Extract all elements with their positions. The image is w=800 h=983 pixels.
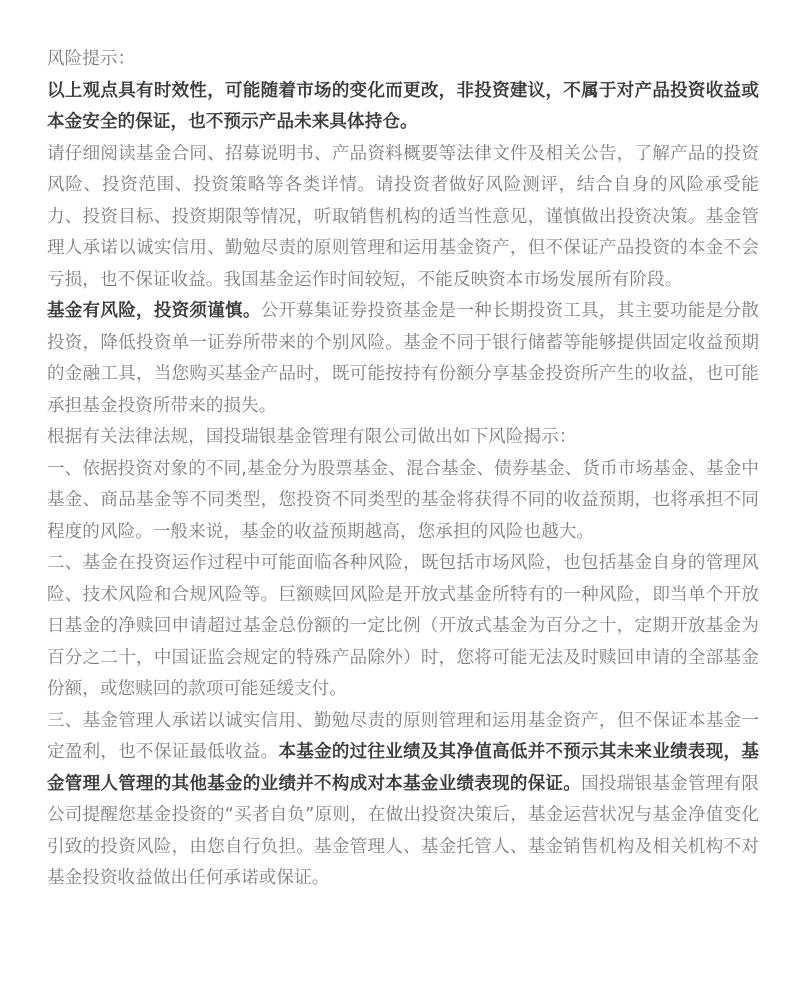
past-performance-warning: 本基金的过往业绩及其净值高低并不预示其未来业绩表现，基金管理人管理的其他基金的业绩并不构成对本基金业绩表现的保证。 (47, 742, 759, 794)
timeliness-warning: 以上观点具有时效性，可能随着市场的变化而更改，非投资建议，不属于对产品投资收益或本金安全的保证，也不预示产品未来具体持仓。 (47, 80, 759, 132)
risk-title: 风险提示： (47, 49, 136, 69)
fund-risk-heading: 基金有风险，投资须谨慎。 (47, 301, 261, 321)
reading-advice-paragraph: 请仔细阅读基金合同、招募说明书、产品资料概要等法律文件及相关公告，了解产品的投资风险、投资范围、投资策略等各类详情。请投资者做好风险测评，结合自身的风险承受能力、投资目标、投资期限等情况，听取销售机构的适当性意见，谨慎做出投资决策。基金管理人承诺以诚实信用、勤勉尽责的原则管理和运用基金资产，但不保证产品投资的本金不会亏损，也不保证收益。我国基金运作时间较短，不能反映资本市场发展所有阶段。 (47, 143, 759, 290)
risk-disclosure-document (47, 44, 759, 895)
disclosure-item-1: 一、依据投资对象的不同,基金分为股票基金、混合基金、债券基金、货币市场基金、基金中基金、商品基金等不同类型，您投资不同类型的基金将获得不同的收益预期，也将承担不同程度的风险。一般来说，基金的收益预期越高，您承担的风险也越大。 (47, 458, 759, 542)
fund-risk-paragraph (47, 296, 759, 422)
disclosure-item-2: 二、基金在投资运作过程中可能面临各种风险，既包括市场风险，也包括基金自身的管理风险、技术风险和合规风险等。巨额赎回风险是开放式基金所特有的一种风险，即当单个开放日基金的净赎回申请超过基金总份额的一定比例（开放式基金为百分之十，定期开放基金为百分之二十，中国证监会规定的特殊产品除外）时，您将可能无法及时赎回申请的全部基金份额，或您赎回的款项可能延缓支付。 (47, 553, 759, 699)
disclosure-intro: 根据有关法律法规，国投瑞银基金管理有限公司做出如下风险揭示： (47, 427, 577, 447)
disclosure-item-3-text-a: 三、基金管理人承诺以诚实信用、勤勉尽责的原则管理和运用基金资产，但不保证本基金一定盈利，也不保证最低收益。 (47, 710, 759, 762)
disclosure-item-3 (47, 706, 759, 895)
fund-risk-text: 公开募集证券投资基金是一种长期投资工具，其主要功能是分散投资，降低投资单一证券所带来的个别风险。基金不同于银行储蓄等能够提供固定收益预期的金融工具，当您购买基金产品时，既可能按持有份额分享基金投资所产生的收益，也可能承担基金投资所带来的损失。 (47, 301, 759, 416)
disclosure-item-3-text-b: 国投瑞银基金管理有限公司提醒您基金投资的“买者自负”原则，在做出投资决策后，基金运营状况与基金净值变化引致的投资风险，由您自行负担。基金管理人、基金托管人、基金销售机构及相关机构不对基金投资收益做出任何承诺或保证。 (47, 773, 760, 888)
